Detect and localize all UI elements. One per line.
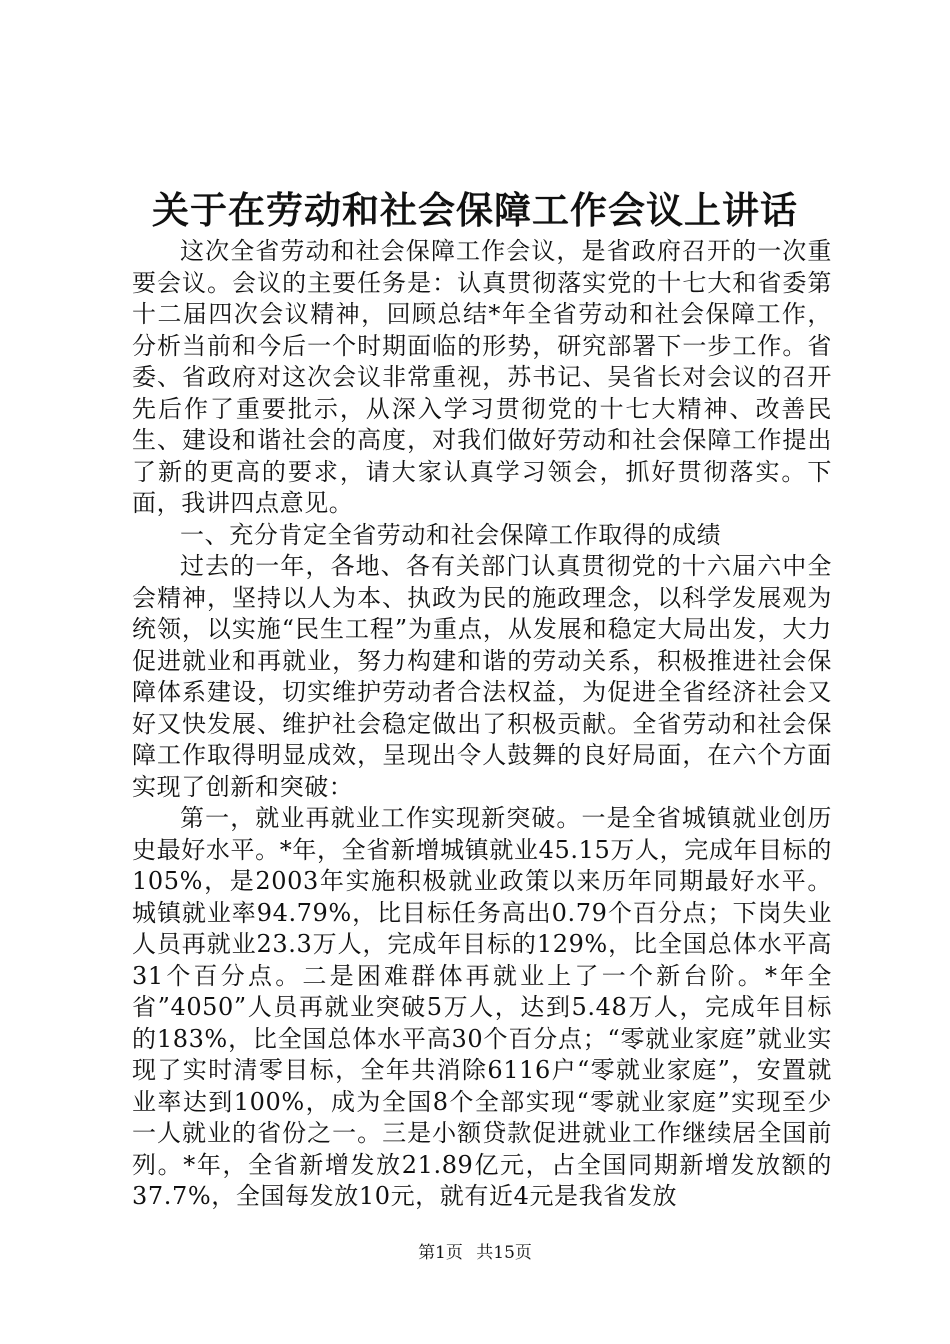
page-total: 共15页 <box>476 1243 532 1263</box>
document-body <box>132 236 832 1213</box>
paragraph-intro: 这次全省劳动和社会保障工作会议，是省政府召开的一次重要会议。会议的主要任务是：认真贯彻落实党的十七大和省委第十二届四次会议精神，回顾总结*年全省劳动和社会保障工作，分析当前和今后一个时期面临的形势，研究部署下一步工作。省委、省政府对这次会议非常重视，苏书记、吴省长对会议的召开先后作了重要批示，从深入学习贯彻党的十七大精神、改善民生、建设和谐社会的高度，对我们做好劳动和社会保障工作提出了新的更高的要求，请大家认真学习领会，抓好贯彻落实。下面，我讲四点意见。 <box>132 237 832 517</box>
document-title: 关于在劳动和社会保障工作会议上讲话 <box>152 188 798 232</box>
page-number: 第1页 <box>418 1243 463 1263</box>
section-heading-1: 一、充分肯定全省劳动和社会保障工作取得的成绩 <box>180 520 722 549</box>
paragraph-review: 过去的一年，各地、各有关部门认真贯彻党的十六届六中全会精神，坚持以人为本、执政为民的施政理念，以科学发展观为统领，以实施“民生工程”为重点，从发展和稳定大局出发，大力促进就业和再就业，努力构建和谐的劳动关系，积极推进社会保障体系建设，切实维护劳动者合法权益，为促进全省经济社会又好又快发展、维护社会稳定做出了积极贡献。全省劳动和社会保障工作取得明显成效，呈现出令人鼓舞的良好局面，在六个方面实现了创新和突破： <box>132 552 832 801</box>
page-footer <box>0 1241 950 1265</box>
paragraph-employment: 第一，就业再就业工作实现新突破。一是全省城镇就业创历史最好水平。*年，全省新增城镇就业45.15万人，完成年目标的105%，是2003年实施积极就业政策以来历年同期最好水平。城镇就业率94.79%，比目标任务高出0.79个百分点；下岗失业人员再就业23.3万人，完成年目标的129%，比全国总体水平高31个百分点。二是困难群体再就业上了一个新台阶。*年全省”4050”人员再就业突破5万人，达到5.48万人，完成年目标的183%，比全国总体水平高30个百分点；“零就业家庭”就业实现了实时清零目标，全年共消除6116户“零就业家庭”，安置就业率达到100%，成为全国8个全部实现“零就业家庭”实现至少一人就业的省份之一。三是小额贷款促进就业工作继续居全国前列。*年，全省新增发放21.89亿元，占全国同期新增发放额的37.7%，全国每发放10元，就有近4元是我省发放 <box>132 804 832 1210</box>
